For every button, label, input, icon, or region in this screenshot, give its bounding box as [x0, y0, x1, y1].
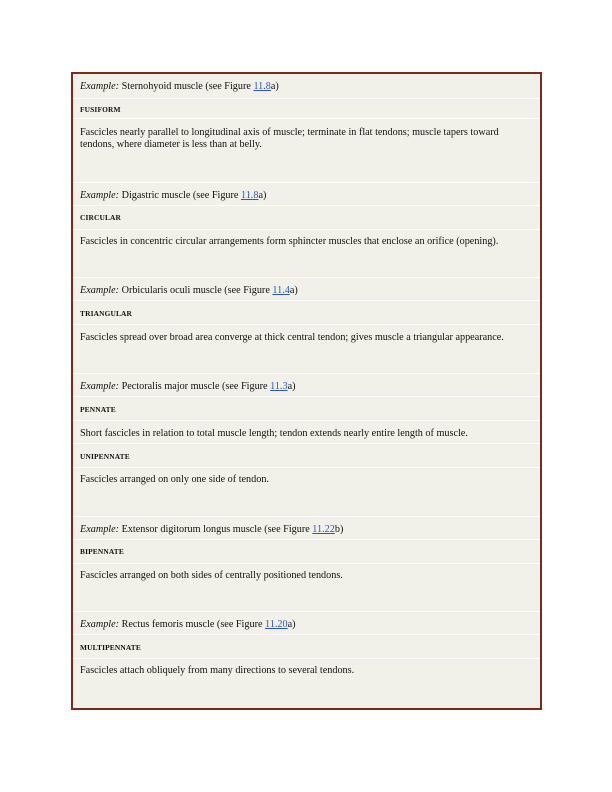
- example-text: Pectoralis major muscle (see Figure: [121, 381, 271, 392]
- row-divider: [73, 420, 540, 421]
- figure-suffix: a): [258, 190, 267, 201]
- figure-suffix: a): [287, 619, 296, 630]
- figure-link[interactable]: 11.8: [240, 190, 259, 201]
- row-divider: [73, 658, 540, 659]
- row-divider: [73, 467, 540, 468]
- section-heading: UNIPENNATE: [80, 452, 130, 461]
- row-divider: [73, 205, 540, 206]
- section-heading: PENNATE: [80, 405, 116, 414]
- example-label: Example:: [80, 524, 120, 535]
- row-divider: [73, 443, 540, 444]
- example-row: [80, 619, 532, 631]
- example-row: [80, 285, 532, 297]
- section-heading: FUSIFORM: [80, 105, 121, 114]
- example-label: Example:: [80, 619, 120, 630]
- row-divider: [73, 229, 540, 230]
- example-text: Extensor digitorum longus muscle (see Figure: [121, 524, 313, 535]
- description-row: Fascicles arranged on both sides of centrally positioned tendons.: [80, 570, 343, 581]
- muscle-arrangement-table: [71, 72, 542, 710]
- description-row: Short fascicles in relation to total muscle length; tendon extends nearly entire length of muscle.: [80, 428, 468, 439]
- row-divider: [73, 563, 540, 564]
- example-row: [80, 524, 532, 536]
- section-heading: MULTIPENNATE: [80, 643, 141, 652]
- row-divider: [73, 611, 540, 612]
- example-text: Digastric muscle (see Figure: [121, 190, 241, 201]
- example-label: Example:: [80, 381, 120, 392]
- description-row: Fascicles spread over broad area converge at thick central tendon; gives muscle a triangular appearance.: [80, 332, 504, 343]
- row-divider: [73, 300, 540, 301]
- figure-suffix: a): [270, 81, 279, 92]
- figure-suffix: a): [287, 381, 296, 392]
- example-row: [80, 381, 532, 393]
- description-row: Fascicles nearly parallel to longitudinal axis of muscle; terminate in flat tendons; muscle tapers toward tendons, where diameter is less than at belly.: [80, 127, 499, 150]
- figure-link[interactable]: 11.20: [265, 619, 288, 630]
- example-text: Sternohyoid muscle (see Figure: [121, 81, 254, 92]
- row-divider: [73, 634, 540, 635]
- description-row: Fascicles in concentric circular arrangements form sphincter muscles that enclose an orifice (opening).: [80, 236, 499, 247]
- row-divider: [73, 118, 540, 119]
- figure-link[interactable]: 11.8: [253, 81, 271, 92]
- row-divider: [73, 182, 540, 183]
- figure-link[interactable]: 11.3: [270, 381, 288, 392]
- row-divider: [73, 516, 540, 517]
- row-divider: [73, 373, 540, 374]
- section-heading: TRIANGULAR: [80, 309, 133, 318]
- row-divider: [73, 539, 540, 540]
- row-divider: [73, 324, 540, 325]
- figure-link[interactable]: 11.22: [312, 524, 335, 535]
- example-text: Rectus femoris muscle (see Figure: [121, 619, 266, 630]
- description-row: Fascicles attach obliquely from many directions to several tendons.: [80, 665, 355, 676]
- example-text: Orbicularis oculi muscle (see Figure: [121, 285, 273, 296]
- row-divider: [73, 98, 540, 99]
- section-heading: BIPENNATE: [80, 547, 124, 556]
- row-divider: [73, 277, 540, 278]
- example-label: Example:: [80, 285, 120, 296]
- example-label: Example:: [80, 81, 120, 92]
- row-divider: [73, 396, 540, 397]
- figure-link[interactable]: 11.4: [272, 285, 290, 296]
- figure-suffix: b): [334, 524, 344, 535]
- figure-suffix: a): [289, 285, 298, 296]
- example-row: [80, 81, 532, 93]
- example-label: Example:: [80, 190, 120, 201]
- section-heading: CIRCULAR: [80, 213, 122, 222]
- example-row: [80, 190, 532, 202]
- description-row: Fascicles arranged on only one side of tendon.: [80, 474, 269, 485]
